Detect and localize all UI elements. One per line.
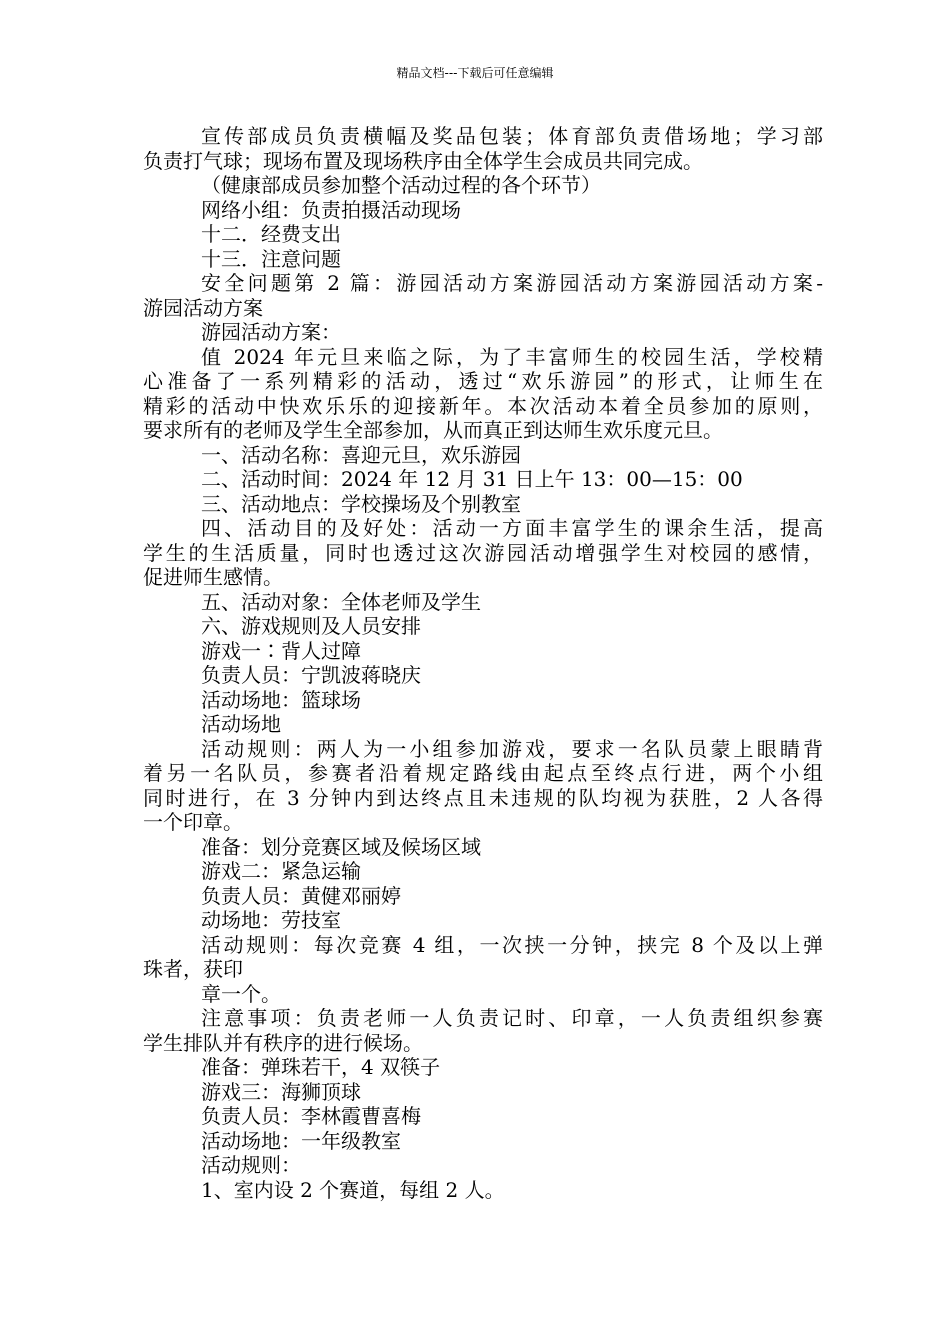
text-line: 准备：划分竞赛区域及候场区域 <box>201 834 481 859</box>
text-line: 珠者，获印 <box>143 957 243 981</box>
text-line: 四、活动目的及好处：活动一方面丰富学生的课余生活，提高 <box>201 516 823 540</box>
text-line: 十三．注意问题 <box>201 246 341 271</box>
text-line: 活动规则：每次竞赛 4 组，一次挟一分钟，挟完 8 个及以上弹 <box>201 932 823 957</box>
text-line: 活动场地 <box>201 712 281 736</box>
text-line: 五、活动对象：全体老师及学生 <box>201 589 481 614</box>
text-line: 一个印章。 <box>143 810 243 834</box>
text-line: 动场地：劳技室 <box>201 908 341 932</box>
text-line: 促进师生感情。 <box>143 565 283 589</box>
text-line: 学生排队并有秩序的进行候场。 <box>143 1030 423 1055</box>
text-line: 三、活动地点：学校操场及个别教室 <box>201 491 521 516</box>
text-line: 一、活动名称：喜迎元旦，欢乐游园 <box>201 442 521 467</box>
text-line: 二、活动时间：2024 年 12 月 31 日上午 13：00—15：00 <box>201 467 743 491</box>
text-line: 同时进行，在 3 分钟内到达终点且未违规的队均视为获胜，2 人各得 <box>143 785 823 810</box>
text-line: 安全问题第 2 篇：游园活动方案游园活动方案游园活动方案- <box>201 271 823 295</box>
text-line: 着另一名队员，参赛者沿着规定路线由起点至终点行进，两个小组 <box>143 761 823 785</box>
text-line: 活动规则：两人为一小组参加游戏，要求一名队员蒙上眼睛背 <box>201 736 823 761</box>
text-line: 负责打气球；现场布置及现场秩序由全体学生会成员共同完成。 <box>143 148 703 173</box>
document-body <box>143 124 823 1202</box>
text-line: （健康部成员参加整个活动过程的各个环节） <box>201 173 601 197</box>
text-line: 1、室内设 2 个赛道，每组 2 人。 <box>201 1177 505 1202</box>
text-line: 注意事项：负责老师一人负责记时、印章，一人负责组织参赛 <box>201 1006 823 1030</box>
text-line: 负责人员：黄健邓丽婷 <box>201 883 401 908</box>
text-line: 游戏二：紧急运输 <box>201 859 361 883</box>
text-line: 负责人员：宁凯波蒋晓庆 <box>201 663 421 687</box>
text-line: 游戏三：海狮顶球 <box>201 1079 361 1104</box>
text-line: 宣传部成员负责横幅及奖品包装；体育部负责借场地；学习部 <box>201 124 823 148</box>
text-line: 章一个。 <box>201 981 281 1006</box>
text-line: 学生的生活质量，同时也透过这次游园活动增强学生对校园的感情， <box>143 540 823 565</box>
text-line: 准备：弹珠若干，4 双筷子 <box>201 1055 441 1079</box>
text-line: 活动场地：一年级教室 <box>201 1128 401 1153</box>
page-header: 精品文档---下载后可任意编辑 <box>396 66 554 80</box>
text-line: 要求所有的老师及学生全部参加，从而真正到达师生欢乐度元旦。 <box>143 418 723 442</box>
text-line: 游园活动方案 <box>143 295 263 320</box>
text-line: 活动规则： <box>201 1153 301 1177</box>
text-line: 心准备了一系列精彩的活动，透过“欢乐游园”的形式，让师生在 <box>143 369 823 393</box>
text-line: 网络小组：负责拍摄活动现场 <box>201 197 461 222</box>
text-line: 游园活动方案： <box>201 320 341 344</box>
text-line: 游戏一∶背人过障 <box>201 638 361 663</box>
text-line: 精彩的活动中快欢乐乐的迎接新年。本次活动本着全员参加的原则， <box>143 393 823 418</box>
text-line: 负责人员：李林霞曹喜梅 <box>201 1104 421 1128</box>
text-line: 活动场地：篮球场 <box>201 687 361 712</box>
text-line: 十二．经费支出 <box>201 222 341 246</box>
text-line: 六、游戏规则及人员安排 <box>201 614 421 638</box>
text-line: 值 2024 年元旦来临之际，为了丰富师生的校园生活，学校精 <box>201 344 823 369</box>
